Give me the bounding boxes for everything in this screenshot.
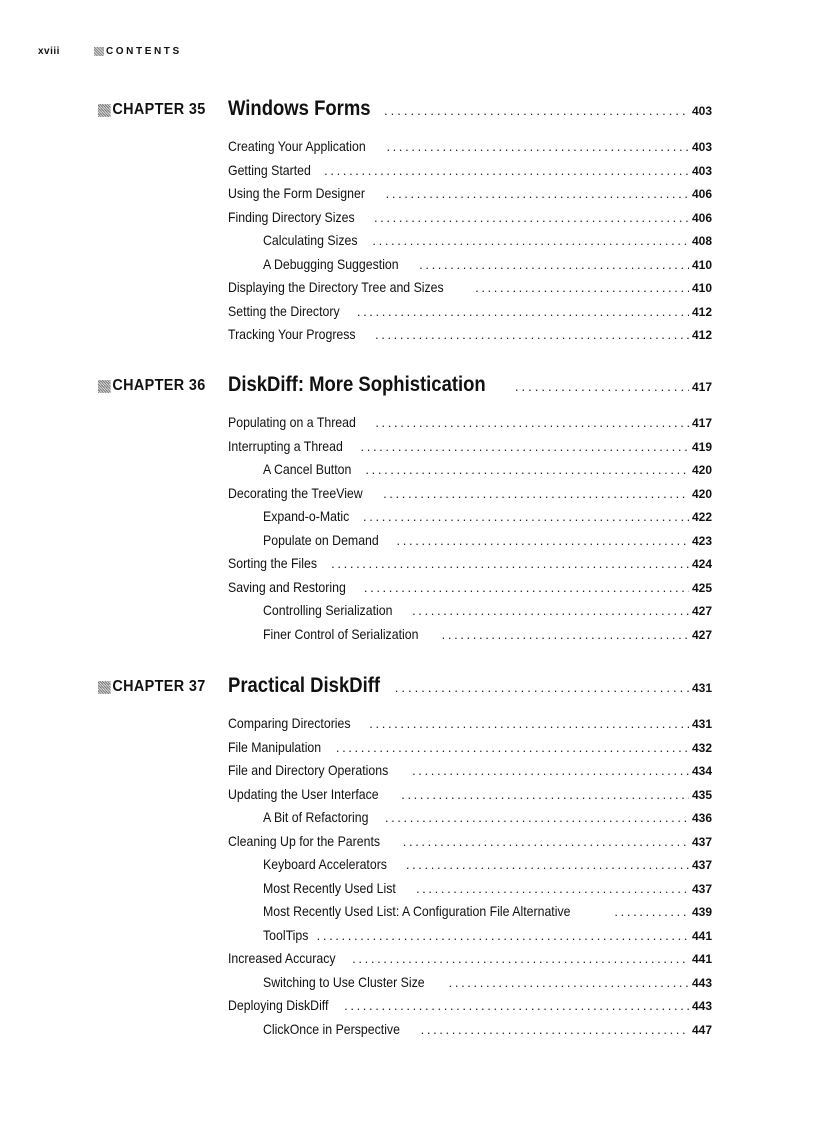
toc-entry-page: 420 [691,486,712,501]
toc-subentry[interactable] [228,1018,712,1042]
toc-entry-title: Increased Accuracy [228,950,336,966]
toc-entry-page: 437 [691,834,712,849]
toc-entry-page: 441 [691,952,712,966]
toc-entry[interactable] [228,276,712,300]
toc-subentry[interactable] [228,877,712,901]
toc-entry[interactable] [228,159,712,183]
toc-entry-title: Most Recently Used List: A Configuration File Alternative [263,903,571,919]
chapter-page-number: 431 [691,681,712,695]
toc-entry[interactable] [228,323,712,347]
toc-subentry[interactable] [228,971,712,995]
toc-entry-title: Cleaning Up for the Parents [228,832,381,849]
toc-entry-page: 425 [691,580,712,595]
toc-entry[interactable] [228,411,712,435]
toc-entry-title: File Manipulation [228,738,322,755]
toc-entry-title: Populating on a Thread [228,414,356,430]
chapter-section [0,373,816,642]
toc-entry-page: 439 [691,905,712,919]
dot-leader [421,1018,689,1042]
toc-entry-title: Saving and Restoring [228,578,346,595]
toc-entry-title: Finding Directory Sizes [228,208,355,225]
toc-entry-page: 410 [691,281,712,295]
toc-subentry[interactable] [228,599,712,623]
dot-leader [383,482,689,506]
dot-leader [365,458,689,482]
toc-entry-page: 403 [691,163,712,178]
toc-entry-title: Interrupting a Thread [228,437,343,454]
toc-entry-page: 437 [691,881,712,896]
toc-entry-title: Finer Control of Serialization [263,625,419,642]
dot-leader [375,323,689,347]
toc-entry-title: Setting the Directory [228,302,340,319]
toc-entry[interactable] [228,552,712,576]
toc-entry-title: Expand-o-Matic [263,508,350,524]
dot-leader [364,576,689,600]
dot-leader [352,947,689,971]
chapter-marker-icon [98,104,111,117]
toc-subentry[interactable] [228,853,712,877]
toc-entry-page: 441 [691,928,712,943]
dot-leader [374,206,689,230]
dot-leader [614,900,689,924]
toc-entry-page: 436 [691,811,712,825]
toc-entry-title: Controlling Serialization [263,602,393,618]
toc-entry[interactable] [228,830,712,854]
chapter-heading[interactable] [0,97,816,123]
toc-entry[interactable] [228,783,712,807]
chapter-title-row [228,373,712,399]
toc-entry[interactable] [228,435,712,459]
toc-entry-title: A Debugging Suggestion [263,255,399,272]
toc-entry[interactable] [228,736,712,760]
toc-entry-title: Using the Form Designer [228,185,365,201]
toc-entry-page: 431 [691,717,712,731]
dot-leader [449,971,689,995]
toc-entry[interactable] [228,182,712,206]
toc-entry-page: 427 [691,627,712,642]
toc-entry-title: File and Directory Operations [228,762,389,778]
chapter-page-number: 403 [691,104,712,118]
dot-leader [331,552,689,576]
dot-leader [344,994,689,1018]
chapter-marker-icon [98,681,111,694]
dot-leader [361,435,689,459]
chapter-page-number: 417 [691,380,712,394]
dot-leader [384,103,689,118]
toc-subentry[interactable] [228,458,712,482]
toc-entry[interactable] [228,947,712,971]
toc-entry-title: Comparing Directories [228,715,351,731]
toc-entry-page: 437 [691,858,712,872]
toc-entry-page: 406 [691,187,712,201]
dot-leader [357,300,689,324]
chapter-heading[interactable] [0,674,816,700]
chapter-marker-icon [98,380,111,393]
dot-leader [336,736,689,760]
toc-entry-page: 424 [691,557,712,571]
toc-subentry[interactable] [228,229,712,253]
toc-entry-title: ClickOnce in Perspective [263,1020,400,1037]
toc-entry-list [228,712,712,1041]
toc-entry-page: 417 [691,416,712,430]
dot-leader [317,924,689,948]
dot-leader [412,599,689,623]
toc-entry-title: A Bit of Refactoring [263,809,369,825]
toc-entry-title: Keyboard Accelerators [263,856,387,872]
toc-entry[interactable] [228,482,712,506]
chapter-section [0,97,816,342]
chapter-number: CHAPTER 35 [112,101,206,118]
toc-subentry[interactable] [228,623,712,647]
running-head [38,44,182,58]
toc-entry[interactable] [228,206,712,230]
dot-leader [419,253,689,277]
toc-entry-page: 406 [691,210,712,225]
toc-entry-title: Getting Started [228,161,311,178]
section-marker-icon [94,47,104,56]
toc-entry[interactable] [228,759,712,783]
chapter-number: CHAPTER 37 [112,678,206,695]
toc-entry[interactable] [228,300,712,324]
toc-subentry[interactable] [228,505,712,529]
toc-entry-page: 408 [691,234,712,248]
toc-entry-page: 412 [691,304,712,319]
toc-entry-title: Sorting the Files [228,555,318,571]
toc-entry-page: 423 [691,533,712,548]
dot-leader [412,759,689,783]
dot-leader [386,135,689,159]
dot-leader [406,853,689,877]
toc-entry-title: Creating Your Application [228,138,366,154]
toc-entry-title: Tracking Your Progress [228,326,356,342]
chapter-title-row [228,97,712,123]
toc-subentry[interactable] [228,529,712,553]
toc-entry-page: 419 [691,439,712,454]
toc-entry-page: 420 [691,463,712,477]
toc-entry[interactable] [228,576,712,600]
toc-entry-page: 410 [691,257,712,272]
dot-leader [372,229,689,253]
chapter-title: DiskDiff: More Sophistication [228,373,486,396]
running-head-title: CONTENTS [105,45,182,57]
dot-leader [416,877,689,901]
toc-entry-title: Updating the User Interface [228,785,379,802]
toc-entry[interactable] [228,712,712,736]
chapter-heading[interactable] [0,373,816,399]
toc-entry[interactable] [228,135,712,159]
toc-subentry[interactable] [228,924,712,948]
dot-leader [363,505,689,529]
toc-entry-title: Decorating the TreeView [228,484,363,501]
toc-entry-list [228,135,712,347]
dot-leader [385,806,689,830]
dot-leader [369,712,689,736]
dot-leader [375,411,689,435]
dot-leader [442,623,689,647]
toc-entry-title: Most Recently Used List [263,879,396,896]
toc-entry-page: 434 [691,764,712,778]
toc-entry-page: 432 [691,740,712,755]
dot-leader [395,680,689,695]
toc-entry-title: Calculating Sizes [263,232,358,248]
chapter-title-row [228,674,712,700]
toc-entry-list [228,411,712,646]
toc-entry-page: 435 [691,787,712,802]
toc-entry-title: A Cancel Button [263,461,352,477]
toc-subentry[interactable] [228,900,712,924]
dot-leader [397,529,689,553]
chapter-label [98,377,206,395]
toc-entry[interactable] [228,994,712,1018]
dot-leader [386,182,689,206]
toc-entry-title: Switching to Use Cluster Size [263,973,425,990]
dot-leader [475,276,689,300]
toc-entry-title: Deploying DiskDiff [228,997,329,1013]
chapter-label [98,101,206,119]
dot-leader [403,830,689,854]
toc-entry-page: 447 [691,1022,712,1037]
toc-entry-page: 443 [691,975,712,990]
toc-entry-title: Displaying the Directory Tree and Sizes [228,279,444,295]
chapter-number: CHAPTER 36 [112,377,206,394]
toc-entry-page: 412 [691,328,712,342]
chapter-title: Windows Forms [228,97,371,120]
toc-entry-page: 422 [691,510,712,524]
toc-entry-title: ToolTips [263,926,309,943]
toc-subentry[interactable] [228,806,712,830]
chapter-title: Practical DiskDiff [228,674,381,697]
dot-leader [401,783,689,807]
chapter-label [98,678,206,696]
chapter-section [0,674,816,1037]
toc-subentry[interactable] [228,253,712,277]
dot-leader [324,159,689,183]
page-folio: xviii [38,45,60,57]
dot-leader [515,379,689,394]
toc-entry-page: 403 [691,140,712,154]
toc-entry-page: 443 [691,999,712,1013]
toc-entry-title: Populate on Demand [263,531,379,548]
toc-entry-page: 427 [691,604,712,618]
